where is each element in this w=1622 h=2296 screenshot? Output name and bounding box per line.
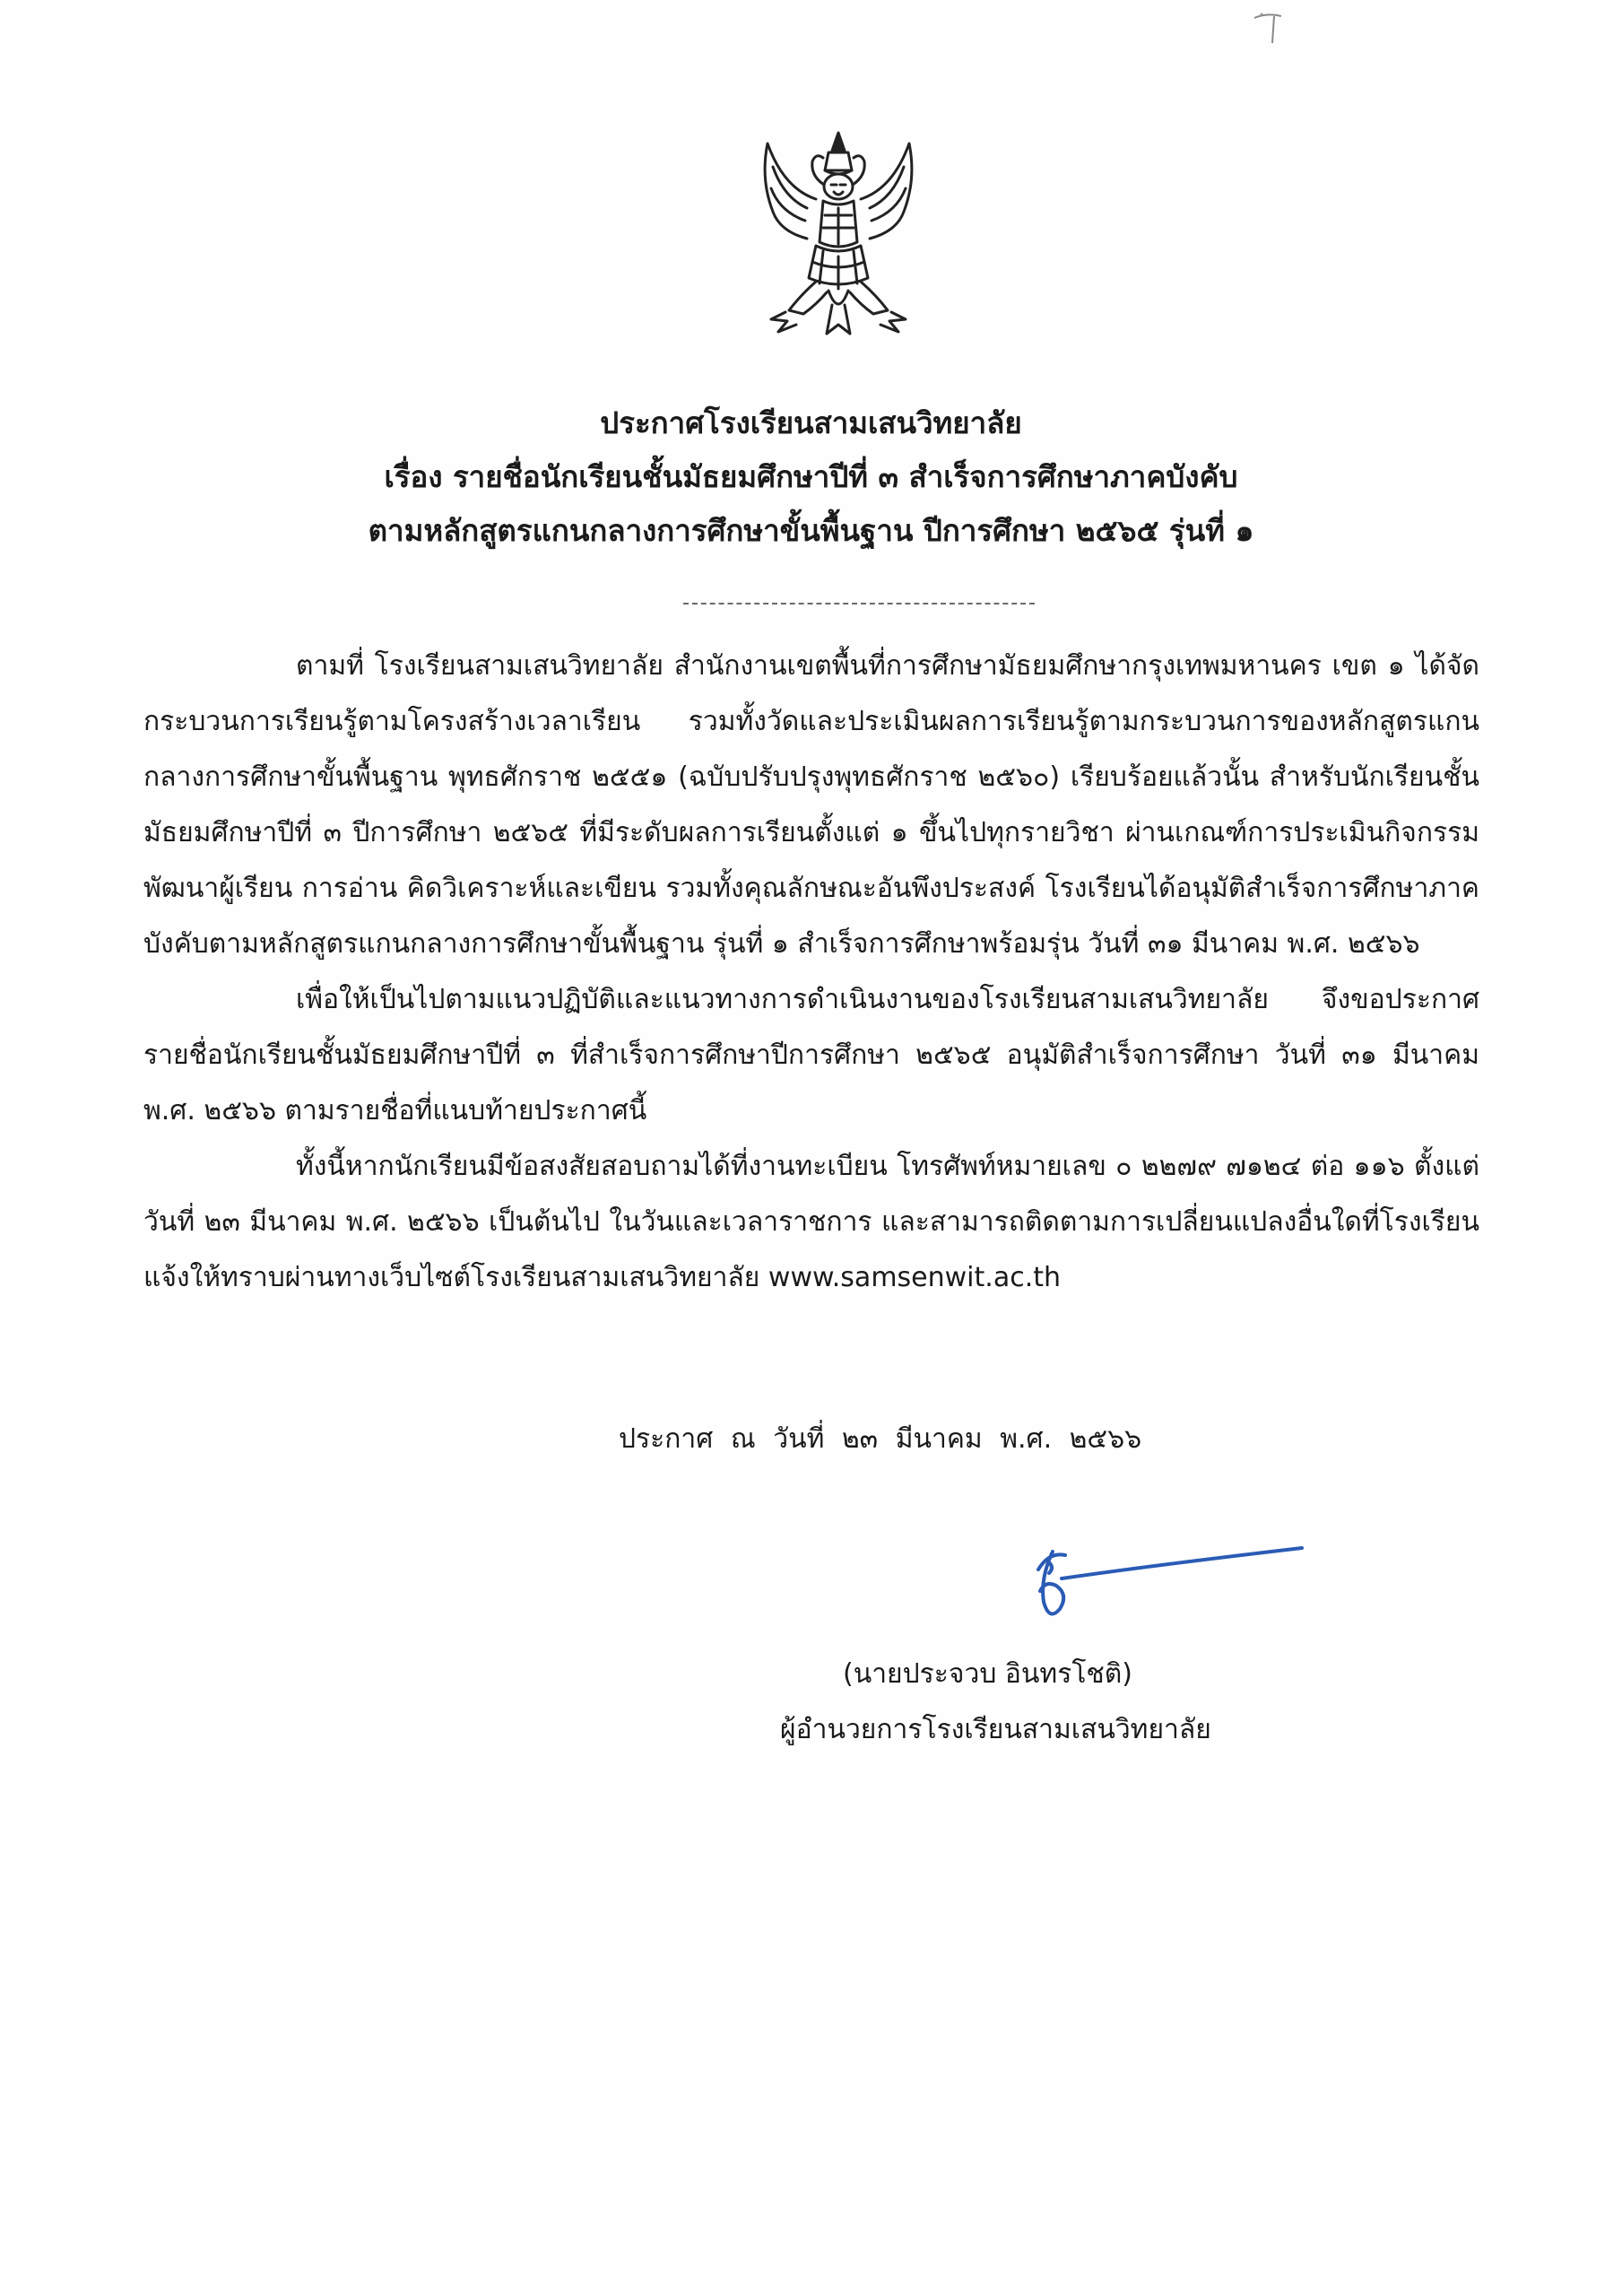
handwritten-signature bbox=[1013, 1516, 1309, 1632]
document-header bbox=[0, 396, 1622, 558]
document-subject-line-1: เรื่อง รายชื่อนักเรียนชั้นมัธยมศึกษาปีที่ ๓ สำเร็จการศึกษาภาคบังคับ bbox=[384, 459, 1238, 494]
document-body bbox=[143, 639, 1479, 1306]
document-subject-line-2: ตามหลักสูตรแกนกลางการศึกษาขั้นพื้นฐาน ปีการศึกษา ๒๕๖๕ รุ่นที่ ๑ bbox=[368, 513, 1254, 548]
body-paragraph-3: ทั้งนี้หากนักเรียนมีข้อสงสัยสอบถามได้ที่งานทะเบียน โทรศัพท์หมายเลข ๐ ๒๒๗๙ ๗๑๒๔ ต่อ ๑๑๖ ตั้งแต่วันที่ ๒๓ มีนาคม พ.ศ. ๒๕๖๖ เป็นต้นไป ในวันและเวลาราชการ และสามารถติดตามการเปลี่ยนแปลงอื่นใดที่โรงเรียนแจ้งให้ทราบผ่านทางเว็บไซต์โรงเรียนสามเสนวิทยาลัย www.samsenwit.ac.th bbox=[143, 1151, 1479, 1293]
header-divider bbox=[683, 603, 1035, 604]
signer-name: (นายประจวบ อินทรโชติ) bbox=[843, 1658, 1132, 1690]
signer-position: ผู้อำนวยการโรงเรียนสามเสนวิทยาลัย bbox=[780, 1714, 1211, 1745]
scan-mark bbox=[1251, 9, 1287, 54]
announcement-date: ประกาศ ณ วันที่ ๒๓ มีนาคม พ.ศ. ๒๕๖๖ bbox=[619, 1423, 1142, 1455]
document-title: ประกาศโรงเรียนสามเสนวิทยาลัย bbox=[600, 405, 1022, 440]
garuda-emblem-icon bbox=[753, 126, 924, 345]
body-paragraph-2: เพื่อให้เป็นไปตามแนวปฏิบัติและแนวทางการดำเนินงานของโรงเรียนสามเสนวิทยาลัย จึงขอประกาศรายชื่อนักเรียนชั้นมัธยมศึกษาปีที่ ๓ ที่สำเร็จการศึกษาปีการศึกษา ๒๕๖๕ อนุมัติสำเร็จการศึกษา วันที่ ๓๑ มีนาคม พ.ศ. ๒๕๖๖ ตามรายชื่อที่แนบท้ายประกาศนี้ bbox=[143, 984, 1479, 1126]
body-paragraph-1: ตามที่ โรงเรียนสามเสนวิทยาลัย สำนักงานเขตพื้นที่การศึกษามัธยมศึกษากรุงเทพมหานคร เขต ๑ ได้จัดกระบวนการเรียนรู้ตามโครงสร้างเวลาเรียน รวมทั้งวัดและประเมินผลการเรียนรู้ตามกระบวนการของหลักสูตรแกนกลางการศึกษาขั้นพื้นฐาน พุทธศักราช ๒๕๕๑ (ฉบับปรับปรุงพุทธศักราช ๒๕๖๐) เรียบร้อยแล้วนั้น สำหรับนักเรียนชั้นมัธยมศึกษาปีที่ ๓ ปีการศึกษา ๒๕๖๕ ที่มีระดับผลการเรียนตั้งแต่ ๑ ขึ้นไปทุกรายวิชา ผ่านเกณฑ์การประเมินกิจกรรมพัฒนาผู้เรียน การอ่าน คิดวิเคราะห์และเขียน รวมทั้งคุณลักษณะอันพึงประสงค์ โรงเรียนได้อนุมัติสำเร็จการศึกษาภาคบังคับตามหลักสูตรแกนกลางการศึกษาขั้นพื้นฐาน รุ่นที่ ๑ สำเร็จการศึกษาพร้อมรุ่น วันที่ ๓๑ มีนาคม พ.ศ. ๒๕๖๖ bbox=[143, 650, 1479, 960]
